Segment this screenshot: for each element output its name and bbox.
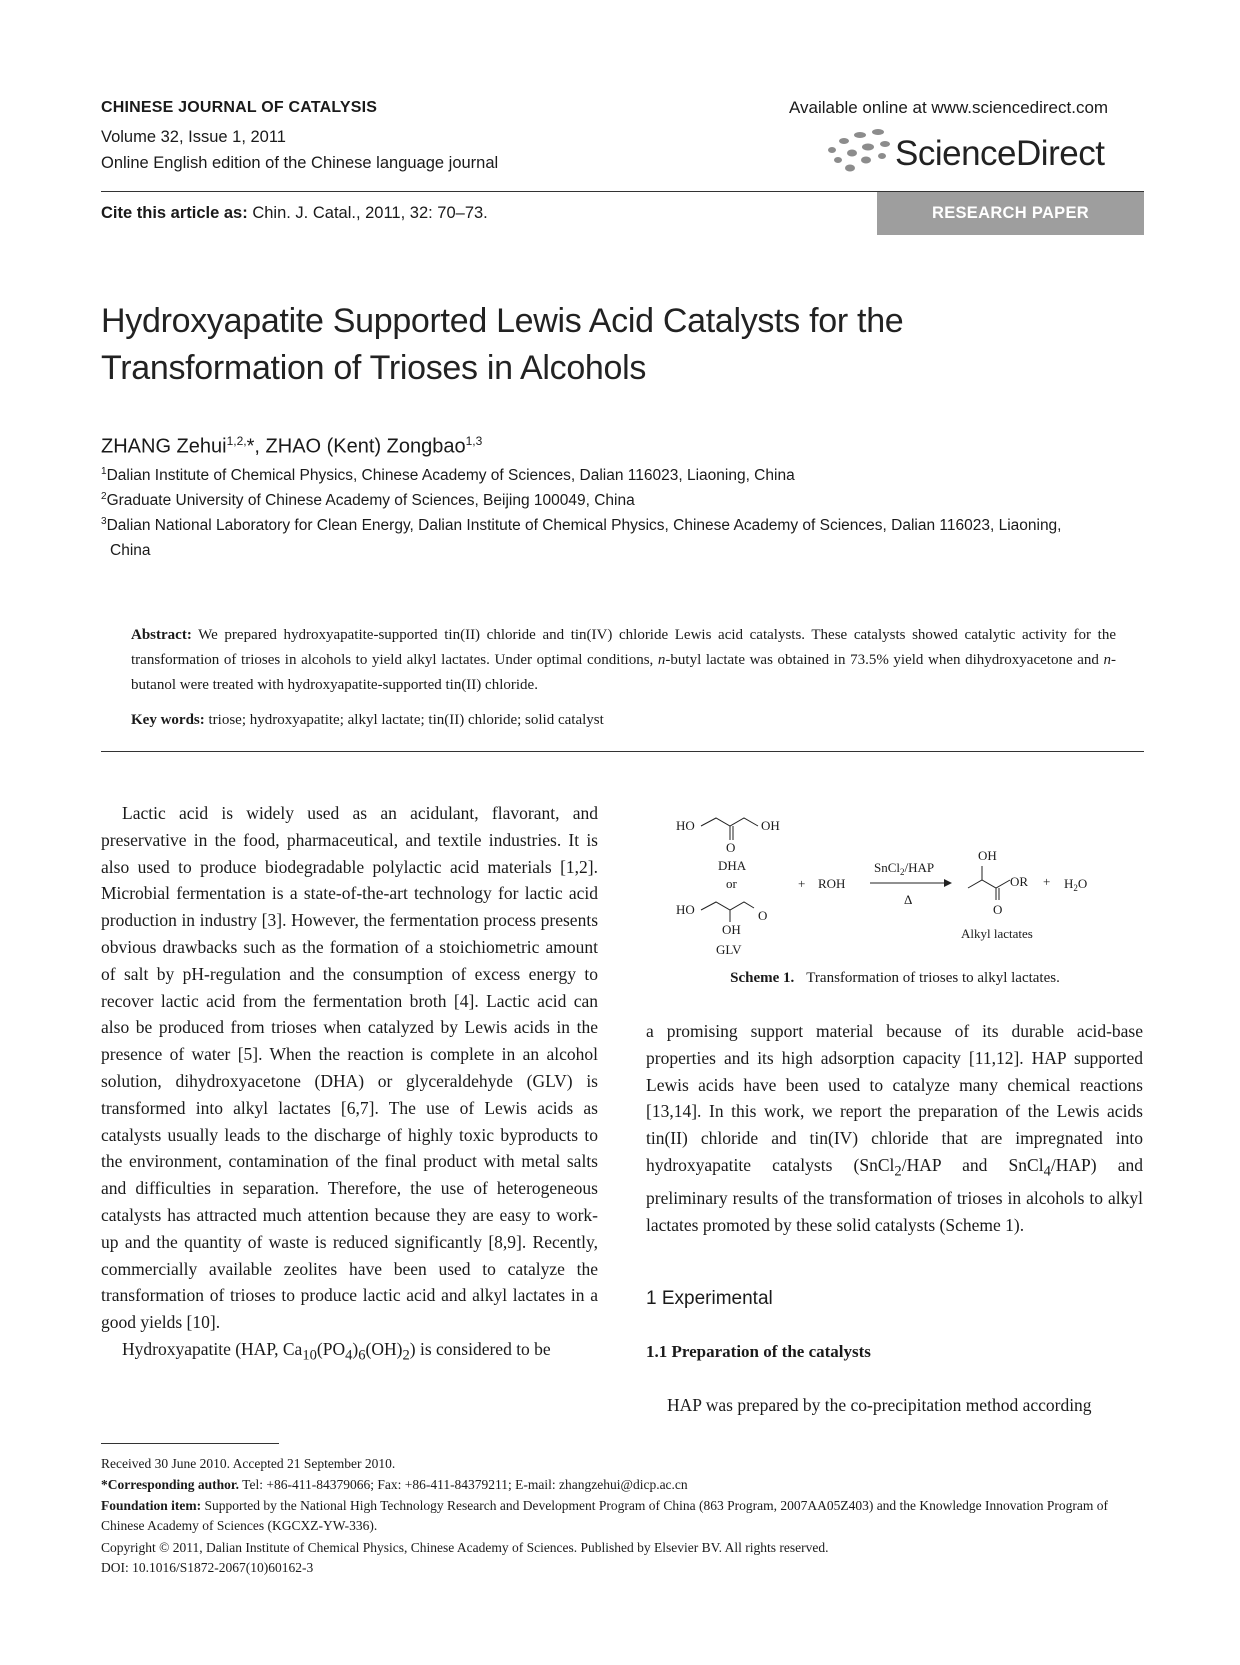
scheme-oh-2: OH	[722, 922, 741, 937]
journal-name: CHINESE JOURNAL OF CATALYSIS	[101, 99, 378, 116]
footnote-foundation: Foundation item: Supported by the National High Technology Research and Development Program of China (863 Program, 2007AA05Z403) and the Knowledge Innovation Program of Chinese Academy of Sciences (KGCXZ-YW-336).	[101, 1498, 1109, 1533]
scheme-oh-3: OH	[978, 848, 997, 863]
reaction-scheme	[646, 808, 1144, 968]
scheme-o-2: O	[758, 908, 768, 923]
scheme-ho-1: HO	[676, 818, 695, 833]
scheme-delta: Δ	[904, 892, 913, 907]
footnote-divider	[101, 1443, 279, 1444]
intro-paragraph-2: Hydroxyapatite (HAP, $Ca_{10}(PO_4)_6(OH)_2$) is considered to be	[122, 1338, 551, 1364]
scheme-water: $H_2O$	[1064, 876, 1088, 893]
scheme-dha: DHA	[718, 858, 747, 873]
scheme-roh: ROH	[818, 876, 846, 891]
scheme-or: or	[726, 876, 737, 891]
scheme-plus-2: +	[1043, 874, 1051, 889]
sciencedirect-dots-icon	[822, 128, 897, 176]
affiliation-2: $^2$Graduate University of Chinese Academy of Sciences, Beijing 100049, China	[101, 491, 635, 510]
footnote-doi[interactable]: DOI: 10.1016/S1872-2067(10)60162-3	[101, 1560, 314, 1575]
right-column-text: a promising support material because of its durable acid-base properties and its high adsorption capacity [11,12]. HAP supported Lewis acids have been used to catalyze many chemical reactions [13,14]. In this work, we report the preparation of the Lewis acids tin(II) chloride and tin(IV) chloride that are impregnated into hydroxyapatite catalysts (SnCl$_2$/HAP and SnCl$_4$/HAP) and preliminary results of the transformation of trioses in alcohols to alkyl lactates promoted by these solid catalysts (Scheme 1).	[646, 1021, 1143, 1236]
scheme-o-1: O	[726, 840, 736, 855]
subsection-heading-catalysts: 1.1 Preparation of the catalysts	[646, 1342, 871, 1361]
scheme-ho-2: HO	[676, 902, 695, 917]
article-title: Hydroxyapatite Supported Lewis Acid Catalysts for the Transformation of Trioses in Alcohols	[101, 302, 904, 387]
scheme-reagent: SnCl$_2$/HAP	[874, 860, 935, 877]
abstract: Abstract: We prepared hydroxyapatite-supported tin(II) chloride and tin(IV) chloride Lewis acid catalysts. These catalysts showed catalytic activity for the transformation of trioses in alcohols to yield alkyl lactates. Under optimal conditions, n-butyl lactate was obtained in 73.5% yield when dihydroxyacetone and n-butanol were treated with hydroxyapatite-supported tin(II) chloride.	[131, 627, 1116, 693]
scheme-glv: GLV	[716, 942, 742, 957]
scheme-caption: Scheme 1. Transformation of trioses to alkyl lactates.	[730, 970, 1060, 986]
scheme-product-label: Alkyl lactates	[961, 926, 1033, 941]
article-type-badge: RESEARCH PAPER	[877, 192, 1144, 235]
footnote-corresponding: *Corresponding author. Tel: +86-411-84379066; Fax: +86-411-84379211; E-mail: zhangzehui@dicp.ac.cn	[101, 1477, 688, 1492]
scheme-oh-1: OH	[761, 818, 780, 833]
left-column-text	[101, 800, 598, 1369]
affiliation-3: $^3$Dalian National Laboratory for Clean Energy, Dalian Institute of Chemical Physics, Chinese Academy of Sciences, Dalian 116023, Liaoning, China	[101, 516, 1062, 560]
citation: Cite this article as: Chin. J. Catal., 2011, 32: 70–73.	[101, 204, 488, 222]
volume-info: Volume 32, Issue 1, 2011	[101, 128, 286, 146]
sciencedirect-logo: ScienceDirect	[895, 134, 1105, 173]
edition-info: Online English edition of the Chinese language journal	[101, 154, 499, 172]
affiliation-1: $^1$Dalian Institute of Chemical Physics, Chinese Academy of Sciences, Dalian 116023, Liaoning, China	[101, 466, 795, 485]
scheme-plus-1: +	[798, 876, 806, 891]
scheme-o-3: O	[993, 902, 1003, 917]
section-heading-experimental: 1 Experimental	[646, 1288, 773, 1309]
footnote-copyright: Copyright © 2011, Dalian Institute of Chemical Physics, Chinese Academy of Sciences. Published by Elsevier BV. All rights reserved.	[101, 1540, 829, 1555]
abstract-divider	[101, 751, 1144, 752]
availability-link[interactable]: Available online at www.sciencedirect.com	[789, 98, 1109, 117]
scheme-or-group: OR	[1010, 874, 1029, 889]
keywords: Key words: triose; hydroxyapatite; alkyl lactate; tin(II) chloride; solid catalyst	[131, 712, 604, 728]
right-column-text-2: HAP was prepared by the co-precipitation method according	[667, 1395, 1092, 1415]
intro-paragraph-1: Lactic acid is widely used as an acidulant, flavorant, and preservative in the food, pharmaceutical, and textile industries. It is also used to produce biodegradable polylactic acid materials [1,2]. Microbial fermentation is a state-of-the-art technology for lactic acid production in industry [3]. However, the fermentation process presents obvious drawbacks such as the formation of a stoichiometric amount of salt by pH-regulation and the consumption of excess energy to recover lactic acid from the fermentation broth [4]. Lactic acid can also be produced from trioses when catalyzed by Lewis acids in the presence of water [5]. When the reaction is complete in an alcohol solution, dihydroxyacetone (DHA) or glyceraldehyde (GLV) is transformed into alkyl lactates [6,7]. The use of Lewis acids as catalysts usually leads to the discharge of highly toxic byproducts to the environment, contamination of the final product with metal salts and difficulties in separation. Therefore, the use of heterogeneous catalysts has attracted much attention because they are easy to work-up and the quantity of waste is reduced significantly [8,9]. Recently, commercially available zeolites have been used to catalyze the transformation of trioses to produce lactic acid and alkyl lactates in a good yields [10].	[101, 803, 598, 1333]
footnote-received: Received 30 June 2010. Accepted 21 September 2010.	[101, 1456, 396, 1471]
author-list: ZHANG Zehui$^{1,2,}$*, ZHAO (Kent) Zongbao$^{1,3}$	[101, 434, 483, 458]
